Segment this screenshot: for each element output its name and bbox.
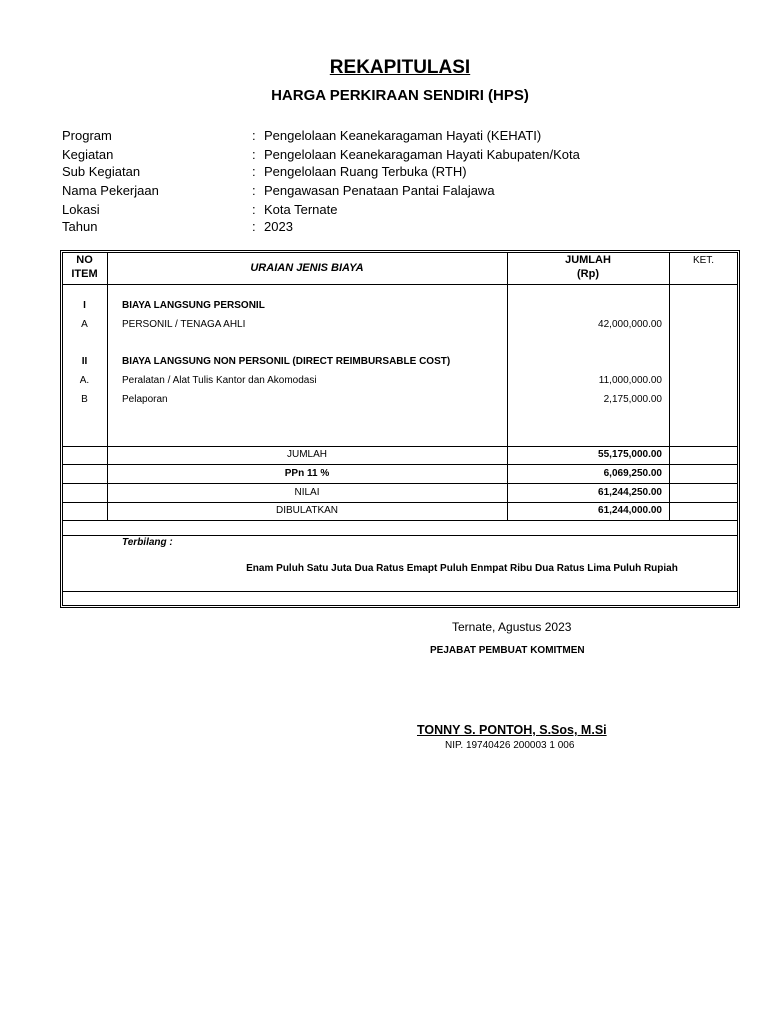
terbilang-label: Terbilang :: [122, 537, 173, 548]
info-label-kegiatan: Kegiatan: [62, 147, 114, 162]
row-amount: 2,175,000.00: [603, 394, 662, 405]
header-jumlah: [507, 253, 669, 281]
info-value-tahun: 2023: [264, 219, 293, 234]
header-ket: KET.: [692, 255, 715, 266]
row-desc: Peralatan / Alat Tulis Kantor dan Akomodasi: [122, 375, 317, 386]
row-divider: [62, 483, 738, 484]
total-amount-dibulatkan: 61,244,000.00: [598, 505, 662, 516]
row-divider: [62, 535, 738, 536]
row-no: II: [81, 356, 88, 367]
info-label-sub-kegiatan: Sub Kegiatan: [62, 164, 141, 179]
info-value-nama-pekerjaan: Pengawasan Penataan Pantai Falajawa: [264, 183, 495, 198]
info-colon: :: [252, 183, 256, 198]
total-label-jumlah: JUMLAH: [286, 449, 327, 460]
info-colon: :: [252, 164, 256, 179]
signature-nip: NIP. 19740426 200003 1 006: [445, 740, 575, 751]
header-divider: [62, 284, 738, 285]
info-colon: :: [252, 128, 256, 143]
row-no: I: [83, 300, 86, 311]
info-value-lokasi: Kota Ternate: [264, 202, 338, 217]
header-no-item: [62, 253, 107, 281]
info-colon: :: [252, 219, 256, 234]
total-label-nilai: NILAI: [294, 487, 320, 498]
row-divider: [62, 520, 738, 521]
row-desc: Pelaporan: [122, 394, 168, 405]
header-uraian: URAIAN JENIS BIAYA: [250, 262, 364, 274]
row-divider: [62, 591, 738, 592]
header-no-line2: ITEM: [71, 268, 98, 280]
total-amount-ppn: 6,069,250.00: [603, 468, 662, 479]
row-no: A: [81, 319, 88, 330]
signature-name: TONNY S. PONTOH, S.Sos, M.Si: [417, 723, 607, 737]
document-subtitle: HARGA PERKIRAAN SENDIRI (HPS): [271, 87, 529, 104]
row-amount: 11,000,000.00: [598, 375, 662, 386]
total-amount-nilai: 61,244,250.00: [598, 487, 662, 498]
terbilang-text: Enam Puluh Satu Juta Dua Ratus Emapt Puluh Enmpat Ribu Dua Ratus Lima Puluh Rupiah: [246, 563, 678, 574]
signature-title: PEJABAT PEMBUAT KOMITMEN: [430, 645, 585, 656]
info-colon: :: [252, 147, 256, 162]
info-value-sub-kegiatan: Pengelolaan Ruang Terbuka (RTH): [264, 164, 467, 179]
row-divider: [62, 502, 738, 503]
row-amount: 42,000,000.00: [598, 319, 662, 330]
total-label-ppn: PPn 11 %: [284, 468, 330, 479]
column-divider: [107, 252, 108, 520]
row-no: B: [81, 394, 88, 405]
row-divider: [62, 464, 738, 465]
info-label-program: Program: [62, 128, 112, 143]
row-divider: [62, 446, 738, 447]
info-label-lokasi: Lokasi: [62, 202, 100, 217]
total-amount-jumlah: 55,175,000.00: [598, 449, 662, 460]
row-desc: PERSONIL / TENAGA AHLI: [122, 319, 246, 330]
header-jumlah-line1: JUMLAH: [565, 254, 611, 266]
info-value-kegiatan: Pengelolaan Keanekaragaman Hayati Kabupaten/Kota: [264, 147, 580, 162]
signature-place-date: Ternate, Agustus 2023: [452, 620, 572, 634]
row-desc: BIAYA LANGSUNG PERSONIL: [122, 300, 265, 311]
info-value-program: Pengelolaan Keanekaragaman Hayati (KEHATI): [264, 128, 542, 143]
row-desc: BIAYA LANGSUNG NON PERSONIL (DIRECT REIMBURSABLE COST): [122, 356, 451, 367]
row-no: A.: [79, 375, 90, 386]
column-divider: [669, 252, 670, 520]
info-label-nama-pekerjaan: Nama Pekerjaan: [62, 183, 159, 198]
info-label-tahun: Tahun: [62, 219, 98, 234]
document-title: REKAPITULASI: [329, 57, 471, 78]
total-label-dibulatkan: DIBULATKAN: [275, 505, 339, 516]
header-jumlah-line2: (Rp): [577, 268, 599, 280]
info-colon: :: [252, 202, 256, 217]
column-divider: [507, 252, 508, 520]
header-no-line1: NO: [76, 254, 93, 266]
